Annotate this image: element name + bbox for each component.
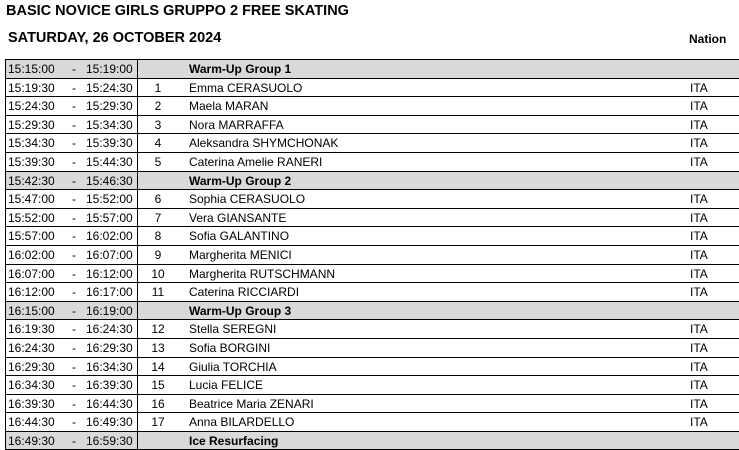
- skater-row: [6, 413, 739, 432]
- start-number: 3: [154, 117, 162, 132]
- end-time: 16:39:30: [86, 378, 133, 393]
- nation-code: ITA: [690, 117, 708, 132]
- skater-row: [6, 320, 739, 339]
- column-divider: [137, 265, 138, 283]
- column-divider: [137, 97, 138, 115]
- nation-code: ITA: [690, 378, 708, 393]
- time-separator: -: [72, 340, 76, 355]
- column-divider: [137, 227, 138, 245]
- time-separator: -: [72, 433, 76, 448]
- start-time: 15:57:00: [8, 229, 55, 244]
- time-separator: -: [72, 62, 76, 76]
- column-divider: [137, 283, 138, 301]
- end-time: 16:49:30: [86, 415, 133, 430]
- start-time: 16:02:00: [8, 247, 55, 262]
- skater-row: [6, 376, 739, 395]
- time-separator: -: [72, 192, 76, 207]
- skater-name: Vera GIANSANTE: [189, 210, 287, 225]
- start-time: 15:29:30: [8, 117, 55, 132]
- nation-code: ITA: [690, 359, 708, 374]
- nation-code: ITA: [690, 229, 708, 244]
- end-time: 15:46:30: [86, 173, 133, 188]
- nation-code: ITA: [690, 396, 708, 411]
- group-label: Ice Resurfacing: [189, 433, 279, 448]
- nation-code: ITA: [690, 247, 708, 262]
- start-time: 16:19:30: [8, 322, 55, 337]
- end-time: 15:24:30: [86, 80, 133, 95]
- start-number: 13: [151, 340, 165, 355]
- column-divider: [137, 395, 138, 413]
- time-separator: -: [72, 136, 76, 151]
- group-row: [6, 432, 739, 450]
- column-divider: [137, 134, 138, 152]
- skater-row: [6, 97, 739, 116]
- start-time: 15:19:30: [8, 80, 55, 95]
- start-number: 8: [154, 229, 162, 244]
- skater-row: [6, 395, 739, 414]
- skater-row: [6, 246, 739, 265]
- skater-row: [6, 283, 739, 302]
- skater-name: Anna BILARDELLO: [189, 415, 295, 430]
- end-time: 15:52:00: [86, 192, 133, 207]
- end-time: 15:57:00: [86, 210, 133, 225]
- start-number: 6: [154, 192, 162, 207]
- end-time: 15:34:30: [86, 117, 133, 132]
- start-time: 15:24:30: [8, 99, 55, 114]
- column-divider: [137, 153, 138, 171]
- skater-name: Stella SEREGNI: [189, 322, 277, 337]
- column-divider: [137, 79, 138, 97]
- nation-code: ITA: [690, 340, 708, 355]
- column-divider: [137, 190, 138, 208]
- start-number: 9: [154, 247, 162, 262]
- skater-name: Margherita MENICI: [189, 247, 292, 262]
- skater-row: [6, 339, 739, 358]
- start-time: 16:24:30: [8, 340, 55, 355]
- skater-name: Caterina RICCIARDI: [189, 285, 300, 300]
- start-number: 10: [151, 266, 165, 281]
- skater-name: Caterina Amelie RANERI: [189, 154, 323, 169]
- time-separator: -: [72, 229, 76, 244]
- start-number: 12: [151, 322, 165, 337]
- nation-code: ITA: [690, 285, 708, 300]
- start-time: 15:15:00: [8, 62, 55, 76]
- skater-row: [6, 227, 739, 246]
- nation-code: ITA: [690, 266, 708, 281]
- skater-name: Nora MARRAFFA: [189, 117, 284, 132]
- skater-row: [6, 79, 739, 98]
- page-title: BASIC NOVICE GIRLS GRUPPO 2 FREE SKATING: [6, 3, 349, 19]
- end-time: 16:29:30: [86, 340, 133, 355]
- start-number: 5: [154, 154, 162, 169]
- time-separator: -: [72, 99, 76, 114]
- nation-code: ITA: [690, 80, 708, 95]
- skater-row: [6, 116, 739, 135]
- start-number: 16: [151, 396, 165, 411]
- skater-row: [6, 265, 739, 284]
- time-separator: -: [72, 117, 76, 132]
- group-label: Warm-Up Group 1: [189, 62, 292, 76]
- nation-code: ITA: [690, 154, 708, 169]
- start-time: 15:47:00: [8, 192, 55, 207]
- column-divider: [137, 116, 138, 134]
- nation-code: ITA: [690, 322, 708, 337]
- skater-name: Margherita RUTSCHMANN: [189, 266, 336, 281]
- nation-code: ITA: [690, 136, 708, 151]
- start-time: 16:34:30: [8, 378, 55, 393]
- column-divider: [137, 413, 138, 431]
- column-divider: [137, 320, 138, 338]
- start-time: 15:42:30: [8, 173, 55, 188]
- start-time: 16:49:30: [8, 433, 55, 448]
- time-separator: -: [72, 173, 76, 188]
- skater-name: Giulia TORCHIA: [189, 359, 277, 374]
- time-separator: -: [72, 154, 76, 169]
- skater-name: Sofia BORGINI: [189, 340, 271, 355]
- start-time: 15:52:00: [8, 210, 55, 225]
- start-time: 16:29:30: [8, 359, 55, 374]
- start-number: 11: [151, 285, 165, 300]
- start-time: 15:39:30: [8, 154, 55, 169]
- skater-name: Maela MARAN: [189, 99, 269, 114]
- skater-name: Sofia GALANTINO: [189, 229, 290, 244]
- start-number: 4: [154, 136, 162, 151]
- time-separator: -: [72, 80, 76, 95]
- end-time: 16:17:00: [86, 285, 133, 300]
- column-divider: [137, 302, 138, 320]
- start-number: 7: [154, 210, 162, 225]
- skater-name: Aleksandra SHYMCHONAK: [189, 136, 339, 151]
- time-separator: -: [72, 396, 76, 411]
- group-row: [6, 60, 739, 79]
- nation-column-header: Nation: [689, 32, 727, 46]
- group-label: Warm-Up Group 2: [189, 173, 292, 188]
- end-time: 15:39:30: [86, 136, 133, 151]
- end-time: 16:24:30: [86, 322, 133, 337]
- skater-row: [6, 153, 739, 172]
- column-divider: [137, 60, 138, 78]
- end-time: 16:34:30: [86, 359, 133, 374]
- start-number: 1: [154, 80, 162, 95]
- start-time: 15:34:30: [8, 136, 55, 151]
- end-time: 16:19:00: [86, 303, 133, 318]
- time-separator: -: [72, 266, 76, 281]
- column-divider: [137, 376, 138, 394]
- group-row: [6, 302, 739, 321]
- start-number: 14: [151, 359, 165, 374]
- start-time: 16:39:30: [8, 396, 55, 411]
- skater-name: Beatrice Maria ZENARI: [189, 396, 314, 411]
- nation-code: ITA: [690, 99, 708, 114]
- end-time: 16:02:00: [86, 229, 133, 244]
- skater-row: [6, 358, 739, 377]
- start-number: 17: [151, 415, 165, 430]
- column-divider: [137, 339, 138, 357]
- nation-code: ITA: [690, 210, 708, 225]
- skater-name: Lucia FELICE: [189, 378, 264, 393]
- skater-row: [6, 134, 739, 153]
- start-time: 16:15:00: [8, 303, 55, 318]
- skater-name: Sophia CERASUOLO: [189, 192, 306, 207]
- nation-code: ITA: [690, 415, 708, 430]
- time-separator: -: [72, 359, 76, 374]
- start-number: 15: [151, 378, 165, 393]
- start-time: 16:12:00: [8, 285, 55, 300]
- start-time: 16:44:30: [8, 415, 55, 430]
- time-separator: -: [72, 247, 76, 262]
- time-separator: -: [72, 210, 76, 225]
- end-time: 16:44:30: [86, 396, 133, 411]
- skater-row: [6, 190, 739, 209]
- end-time: 16:59:30: [86, 433, 133, 448]
- event-date: SATURDAY, 26 OCTOBER 2024: [8, 30, 222, 46]
- group-row: [6, 172, 739, 191]
- column-divider: [137, 358, 138, 376]
- column-divider: [137, 246, 138, 264]
- start-number: 2: [154, 99, 162, 114]
- nation-code: ITA: [690, 192, 708, 207]
- skater-row: [6, 209, 739, 228]
- column-divider: [137, 172, 138, 190]
- end-time: 16:07:00: [86, 247, 133, 262]
- column-divider: [137, 209, 138, 227]
- end-time: 15:44:30: [86, 154, 133, 169]
- time-separator: -: [72, 303, 76, 318]
- start-time: 16:07:00: [8, 266, 55, 281]
- end-time: 15:19:00: [86, 62, 133, 76]
- end-time: 16:12:00: [86, 266, 133, 281]
- schedule-table: [5, 59, 739, 450]
- skater-name: Emma CERASUOLO: [189, 80, 303, 95]
- time-separator: -: [72, 285, 76, 300]
- group-label: Warm-Up Group 3: [189, 303, 292, 318]
- time-separator: -: [72, 415, 76, 430]
- time-separator: -: [72, 322, 76, 337]
- end-time: 15:29:30: [86, 99, 133, 114]
- time-separator: -: [72, 378, 76, 393]
